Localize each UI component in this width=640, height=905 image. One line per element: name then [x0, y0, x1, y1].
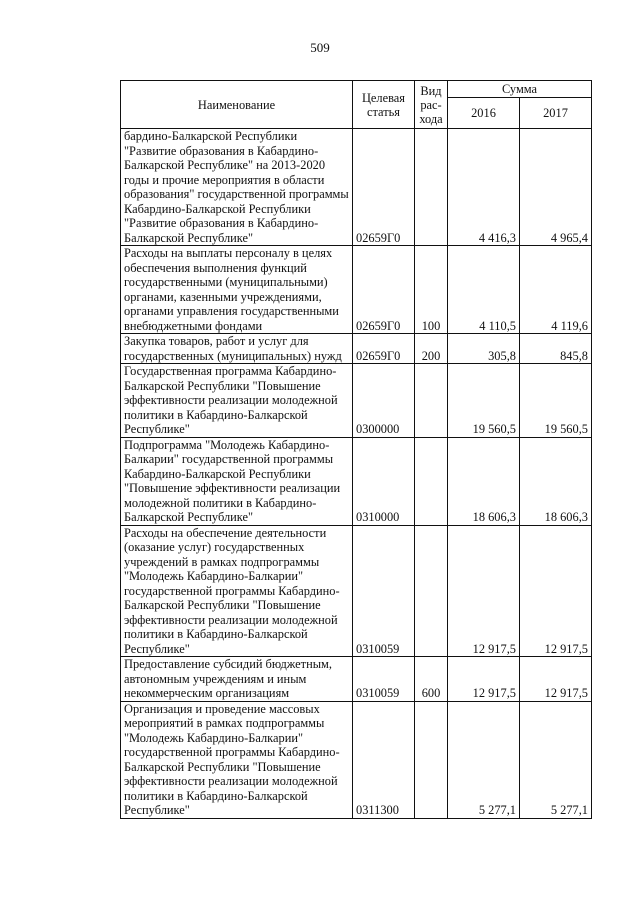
row-code: 0310059 [353, 525, 415, 657]
row-code: 0310059 [353, 657, 415, 702]
row-vid [415, 525, 448, 657]
row-code: 02659Г0 [353, 129, 415, 246]
row-2017: 12 917,5 [520, 657, 592, 702]
row-name: Расходы на обеспечение деятельности (оказание услуг) государственных учреждений в рамках подпрограммы "Молодежь Кабардино-Балкарии" государственной программы Кабардино-Балкарской Республики "Повышение эффективности реализации молодежной политики в Кабардино-Балкарской Республике" [121, 525, 353, 657]
row-code: 02659Г0 [353, 246, 415, 334]
row-vid: 600 [415, 657, 448, 702]
budget-table [120, 80, 592, 819]
table-row [121, 525, 592, 657]
header-year-2017: 2017 [520, 98, 592, 129]
table-row [121, 246, 592, 334]
row-2016: 12 917,5 [448, 657, 520, 702]
table-row [121, 701, 592, 818]
row-code: 0310000 [353, 437, 415, 525]
row-name: бардино-Балкарской Республики "Развитие образования в Кабардино-Балкарской Республике" на 2013-2020 годы и прочие мероприятия в области образования" государственной программы Кабардино-Балкарской Республики "Развитие образования в Кабардино-Балкарской Республике" [121, 129, 353, 246]
row-2017: 12 917,5 [520, 525, 592, 657]
table-row [121, 437, 592, 525]
header-name: Наименование [121, 81, 353, 129]
row-name: Закупка товаров, работ и услуг для государственных (муниципальных) нужд [121, 334, 353, 364]
row-2016: 4 416,3 [448, 129, 520, 246]
row-2016: 305,8 [448, 334, 520, 364]
row-2016: 5 277,1 [448, 701, 520, 818]
row-code: 02659Г0 [353, 334, 415, 364]
row-name: Подпрограмма "Молодежь Кабардино-Балкарии" государственной программы Кабардино-Балкарской Республики "Повышение эффективности реализации молодежной политики в Кабардино-Балкарской Республике" [121, 437, 353, 525]
row-code: 0311300 [353, 701, 415, 818]
row-vid [415, 437, 448, 525]
page-number: 509 [310, 40, 330, 55]
header-row-top [121, 81, 592, 98]
row-vid: 100 [415, 246, 448, 334]
row-2016: 4 110,5 [448, 246, 520, 334]
table-row [121, 129, 592, 246]
row-2017: 18 606,3 [520, 437, 592, 525]
header-sum: Сумма [448, 81, 592, 98]
row-2017: 845,8 [520, 334, 592, 364]
table-row [121, 364, 592, 438]
row-2017: 5 277,1 [520, 701, 592, 818]
row-2017: 4 965,4 [520, 129, 592, 246]
row-vid: 200 [415, 334, 448, 364]
row-name: Организация и проведение массовых мероприятий в рамках подпрограммы "Молодежь Кабардино-Балкарии" государственной программы Кабардино-Балкарской Республики "Повышение эффективности реализации молодежной политики в Кабардино-Балкарской Республике" [121, 701, 353, 818]
header-year-2016: 2016 [448, 98, 520, 129]
row-name: Государственная программа Кабардино-Балкарской Республики "Повышение эффективности реализации молодежной политики в Кабардино-Балкарской Республике" [121, 364, 353, 438]
row-2016: 19 560,5 [448, 364, 520, 438]
header-code: Целевая статья [353, 81, 415, 129]
row-vid [415, 701, 448, 818]
header-vid: Вид рас-хода [415, 81, 448, 129]
row-vid [415, 129, 448, 246]
table-row [121, 334, 592, 364]
row-2016: 18 606,3 [448, 437, 520, 525]
row-2017: 19 560,5 [520, 364, 592, 438]
row-code: 0300000 [353, 364, 415, 438]
row-2016: 12 917,5 [448, 525, 520, 657]
row-2017: 4 119,6 [520, 246, 592, 334]
row-name: Предоставление субсидий бюджетным, автономным учреждениям и иным некоммерческим организациям [121, 657, 353, 702]
table-row [121, 657, 592, 702]
row-name: Расходы на выплаты персоналу в целях обеспечения выполнения функций государственными (муниципальными) органами, казенными учреждениями, органами управления государственными внебюджетными фондами [121, 246, 353, 334]
row-vid [415, 364, 448, 438]
